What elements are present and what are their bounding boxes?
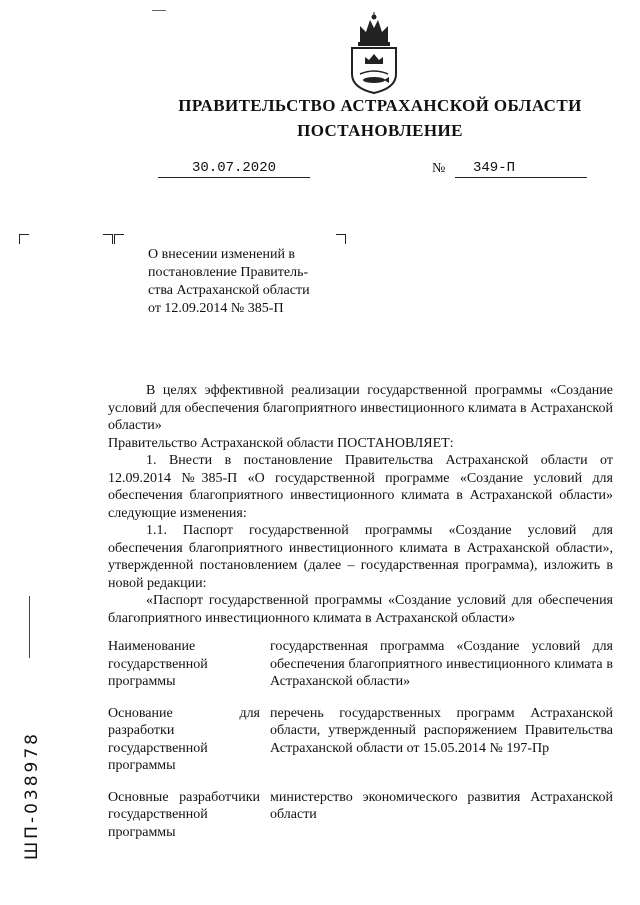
table-row xyxy=(108,705,613,789)
margin-line xyxy=(29,596,30,658)
passport-value: министерство экономического развития Астраханской области xyxy=(270,789,613,822)
body-paragraph: 1. Внести в постановление Правительства Астраханской области от 12.09.2014 №385-П «О государственной программе «Создание условий для обеспечения благоприятного инвестиционного климата в Астраханской области» следующие изменения: xyxy=(108,453,613,521)
passport-label: Основание для разработки государственной программы xyxy=(108,705,260,773)
body-paragraph: «Паспорт государственной программы «Создание условий для обеспечения благоприятного инвестиционного климата в Астраханской области» xyxy=(108,593,613,626)
scan-mark xyxy=(152,10,166,11)
passport-label: Основные разработчики государственной программы xyxy=(108,789,260,840)
corner-mark xyxy=(19,234,29,244)
government-title: ПРАВИТЕЛЬСТВО АСТРАХАНСКОЙ ОБЛАСТИ xyxy=(178,96,582,115)
document-date: 30.07.2020 xyxy=(158,160,310,178)
body-paragraph: 1.1. Паспорт государственной программы «Создание условий для обеспечения благоприятного инвестиционного климата в Астраханской области», утвержденной постановлением (далее – государственная программа), изложить в новой редакции: xyxy=(108,523,613,591)
document-subject: О внесении изменений в постановление Правитель- ства Астраханской области от 12.09.2014 № 385-П xyxy=(148,247,310,316)
corner-mark xyxy=(336,234,346,244)
passport-value: государственная программа «Создание условий для обеспечения благоприятного инвестиционного климата в Астраханской области» xyxy=(270,639,613,689)
corner-mark xyxy=(114,234,124,244)
number-sign: № xyxy=(432,161,446,176)
body-paragraph: Правительство Астраханской области ПОСТАНОВЛЯЕТ: xyxy=(108,435,454,451)
passport-value: перечень государственных программ Астраханской области, утвержденный распоряжением Правительства Астраханской области от 15.05.2014 № 197-Пр xyxy=(270,705,613,756)
body-paragraph: В целях эффективной реализации государственной программы «Создание условий для обеспечения благоприятного инвестиционного климата в Астраханской области» xyxy=(108,383,613,433)
document-type: ПОСТАНОВЛЕНИЕ xyxy=(297,121,463,140)
corner-mark xyxy=(103,234,113,244)
table-row xyxy=(108,638,613,705)
document-number: 349-П xyxy=(455,160,587,178)
table-row xyxy=(108,789,613,856)
document-body xyxy=(108,382,613,627)
passport-label: Наименование государственной программы xyxy=(108,639,208,689)
passport-table xyxy=(108,638,613,855)
side-serial-number: ШП-038978 xyxy=(22,731,42,860)
coat-of-arms-icon xyxy=(346,12,402,94)
